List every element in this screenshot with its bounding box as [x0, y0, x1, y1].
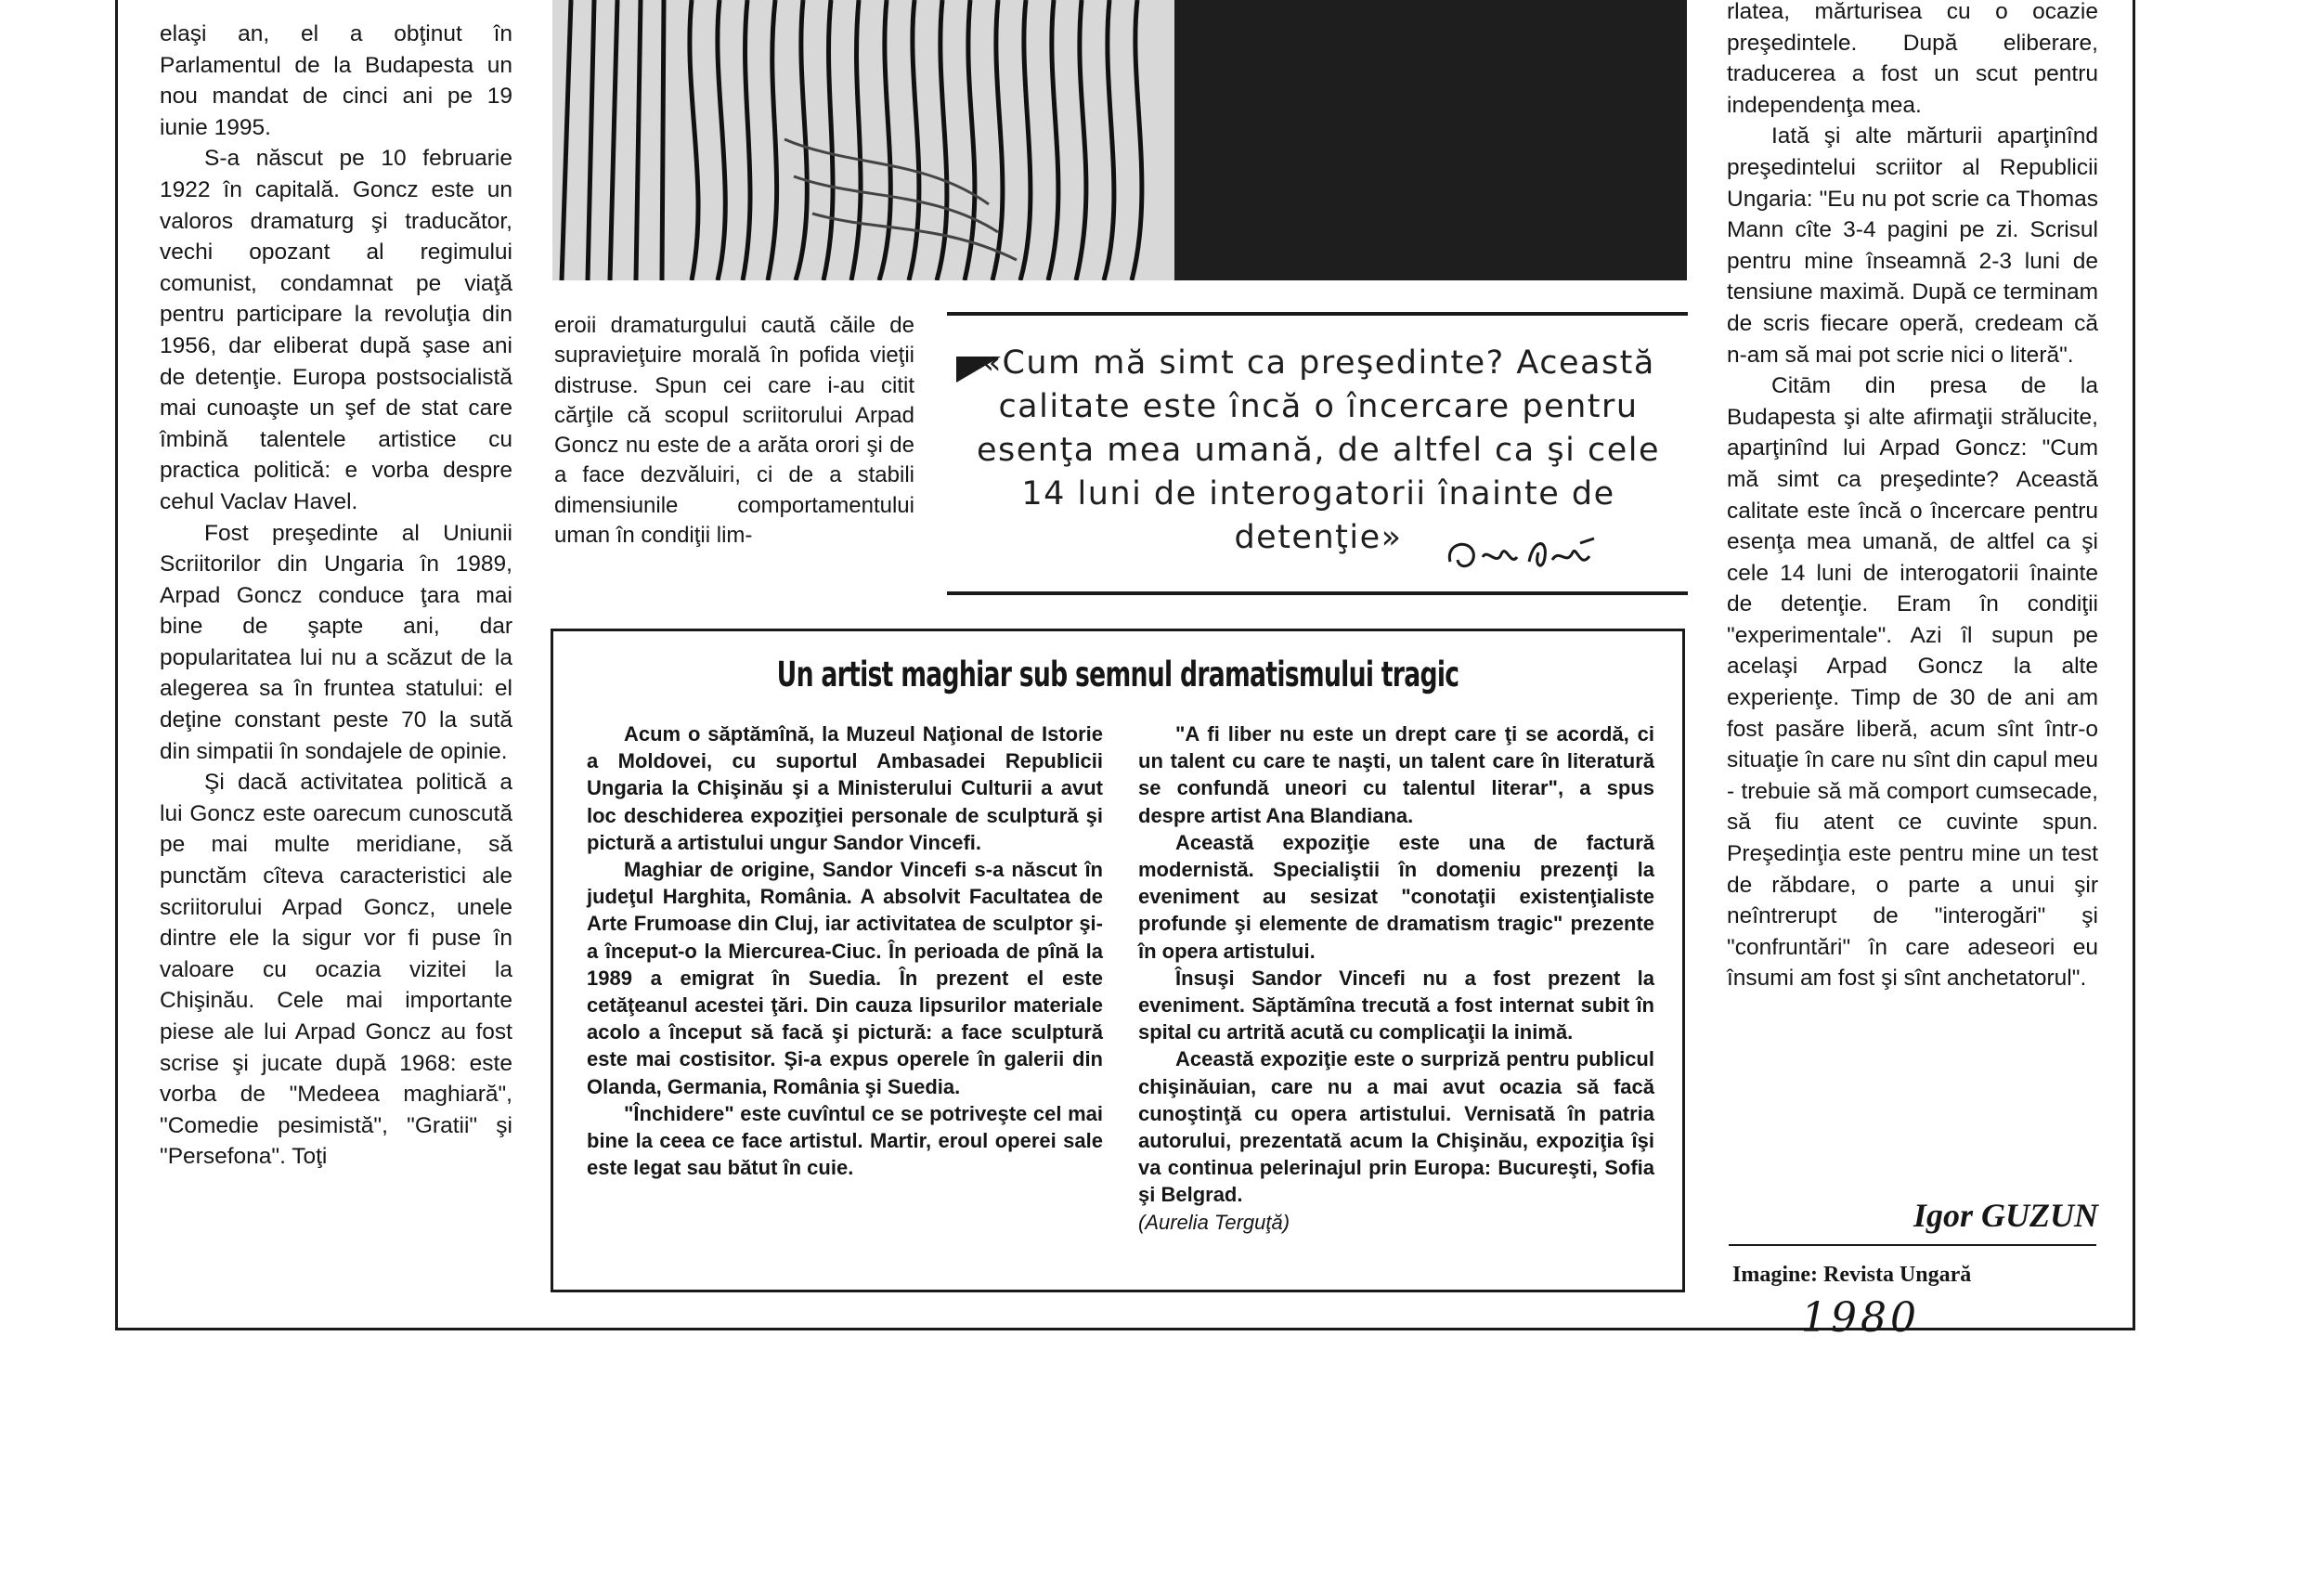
right-paragraph: Citām din presa de la Budapesta şi alte afirmaţii strălucite, aparţinînd lui Arpad Goncz: "Cum mă simt ca preşedinte? Această calitate este încă o încercare pentru esenţa mea umană, de altfel ca şi cele 14 luni de interogatorii înainte de detenţie. Eram în condiţii "experimentale". Azi îl supun pe acelaşi Arpad Goncz la alte experienţe. Timp de 30 de ani am fost pasăre liberă, acum sînt într-o situaţie în care nu sînt din capul meu - trebuie să mă comport cumsecade, să fiu atent ce cuvinte spun. Preşedinţia este pentru mine un test de răbdare, o parte a unui şir neîntrerupt de "interogări" şi "confruntări" în care adeseori eu însumi am fost şi sînt anchetatorul".	[1727, 373, 2098, 992]
right-paragraph: rlatea, mărturisea cu o ocazie preşedintele. După eliberare, traducerea a fost un scut pentru independenţa mea.	[1727, 0, 2098, 118]
article-box	[551, 629, 1685, 1292]
quote-bottom-rule	[947, 591, 1688, 595]
article-paragraph: Maghiar de origine, Sandor Vincefi s-a născut în judeţul Harghita, România. A absolvit Facultatea de Arte Frumoase din Cluj, iar activitatea de sculptor şi-a început-o la Miercurea-Ciuc. În perioada de pînă la 1989 a emigrat în Suedia. În prezent el este cetăţeanul acestei ţări. Din cauza lipsurilor materiale acolo a început să facă şi pictură: a face sculptură este mai costisitor. Şi-a expus operele în galerii din Olanda, Germania, România şi Suedia.	[587, 858, 1103, 1098]
left-paragraph: Şi dacă activitatea politică a lui Goncz este oarecum cunoscută pe mai multe meridiane, să punctăm cîteva caracteristici ale scriitorului Arpad Goncz, unele dintre ele la sigur vor fi puse în valoare cu ocazia vizitei la Chişinău. Cele mai importante piese ale lui Arpad Goncz au fost scrise şi jucate după 1968: este vorba de "Medeea maghiară", "Comedie pesimistă", "Gratii" şi "Persefona". Toţi	[160, 770, 512, 1170]
author-byline: Igor GUZUN	[1913, 1197, 2098, 1234]
column-divider-right	[2133, 0, 2135, 1330]
article-paragraph: Această expoziţie este o surpriză pentru publicul chişinăuian, care nu a mai avut ocazia să facă cunoştinţă cu opera artistului. Vernisată în patria autorului, prezentată acum la Chişinău, expoziţia îşi va continua pelerinajul prin Europa: Bucureşti, Sofia şi Belgrad.	[1138, 1047, 1654, 1207]
signature-icon	[1441, 525, 1608, 580]
left-paragraph: S-a născut pe 10 februarie 1922 în capitală. Goncz este un valoros dramaturg şi traducător, vechi opozant al regimului comunist, condamnat pe viaţă pentru participare la revoluţia din 1956, dar eliberat după şase ani de detenţie. Europa postsocialistă mai cunoaşte un şef de stat care îmbină talentele artistice cu practica politică: e vorba despre cehul Vaclav Havel.	[160, 146, 512, 514]
left-column	[160, 19, 512, 1173]
middle-column	[554, 311, 914, 551]
article-paragraph: Acum o săptămînă, la Muzeul Naţional de Istorie a Moldovei, cu suportul Ambasadei Republicii Ungaria la Chişinău şi a Ministerului Culturii a avut loc deschiderea expoziţiei personale de sculptură şi pictură a artistului ungur Sandor Vincefi.	[587, 722, 1103, 854]
left-paragraph: elaşi an, el a obţinut în Parlamentul de la Budapesta un nou mandat de cinci ani pe 19 iunie 1995.	[160, 21, 512, 140]
author-rule	[1729, 1244, 2096, 1246]
left-paragraph: Fost preşedinte al Uniunii Scriitorilor din Ungaria în 1989, Arpad Goncz conduce ţara mai bine de şapte ani, dar popularitatea lui nu a scăzut de la alegerea sa în fruntea statului: el deţine constant peste 70 la sută din simpatii în sondajele de opinie.	[160, 520, 512, 764]
article-credit: (Aurelia Terguţă)	[1138, 1210, 1290, 1234]
column-divider-left	[115, 0, 118, 1330]
article-paragraph: "Închidere" este cuvîntul ce se potriveşte cel mai bine la ceea ce face artistul. Martir, eroul operei sale este legat sau bătut în cuie.	[587, 1101, 1103, 1180]
article-column-1	[587, 720, 1103, 1181]
article-column-2	[1138, 720, 1654, 1236]
photo-abstract-illustration	[552, 0, 1174, 280]
photo-dark-area	[1174, 0, 1687, 280]
right-column	[1727, 0, 2098, 994]
middle-paragraph: eroii dramaturgului caută căile de supravieţuire morală în pofida vieţii distruse. Spun cei care i-au citit cărţile că scopul scriitorului Arpad Goncz nu este de a arăta orori şi de a face dezvăluiri, ci de a stabili dimensiunile comportamentului uman în condiţii lim-	[554, 313, 914, 549]
article-photo	[552, 0, 1687, 280]
handwritten-note: 1980	[1801, 1294, 1920, 1342]
article-paragraph: "A fi liber nu este un drept care ţi se acordă, ci un talent cu care te naşti, un talent care în literatură se confundă uneori cu talentul literar", a spus despre artist Ana Blandiana.	[1138, 722, 1654, 827]
right-paragraph: Iată şi alte mărturii aparţinînd preşedintelui scriitor al Republicii Ungaria: "Eu nu pot scrie ca Thomas Mann cîte 3-4 pagini pe zi. Scrisul pentru mine înseamnă 2-3 luni de tensiune maximă. După ce terminam de scris fiecare operă, credeam că n-am să mai pot scrie nici o literă".	[1727, 123, 2098, 368]
quote-top-rule	[947, 312, 1688, 316]
image-credit: Imagine: Revista Ungară	[1732, 1263, 1972, 1287]
article-paragraph: Însuşi Sandor Vincefi nu a fost prezent la eveniment. Săptămîna trecută a fost internat subit în spital cu artrită acută cu complicaţii la inimă.	[1138, 966, 1654, 1045]
article-headline: Un artist maghiar sub semnul dramatismului tragic	[776, 655, 1459, 694]
article-paragraph: Această expoziţie este una de factură modernistă. Specialiştii în domeniu prezenţi la eveniment au sesizat "conotaţii existenţialiste profunde şi elemente de dramatism tragic" prezente în opera artistului.	[1138, 830, 1654, 963]
pull-quote: «Cum mă simt ca preşedinte? Această calitate este încă o încercare pentru esenţa mea umană, de altfel ca şi cele 14 luni de interogatorii înainte de detenţie»	[977, 344, 1660, 556]
